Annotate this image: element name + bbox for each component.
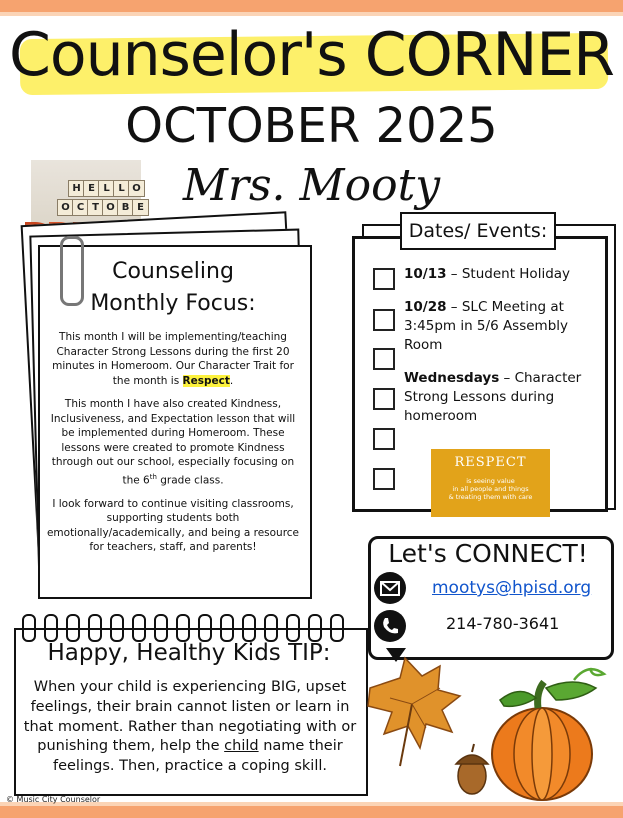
tile-b: B — [117, 199, 134, 216]
binder-ring-12 — [264, 614, 278, 642]
checkbox-5[interactable] — [373, 428, 395, 450]
event-date-3: Wednesdays — [404, 370, 500, 386]
respect-line-1: is seeing value — [466, 477, 515, 485]
tip-child-word: child — [224, 738, 259, 755]
focus-title — [38, 256, 308, 320]
acorn-icon — [456, 744, 488, 794]
tip-text-before: When your child is experiencing BIG, upset feelings, their brain cannot listen or learn in that moment. Rather than negotiating with or punishing them, help the — [23, 679, 357, 755]
checkbox-3[interactable] — [373, 348, 395, 370]
binder-ring-7 — [154, 614, 168, 642]
focus-title-line2: Monthly Focus: — [90, 291, 256, 316]
respect-highlight: Respect — [182, 374, 230, 387]
focus-p2-end: grade class. — [160, 474, 224, 486]
top-border — [0, 0, 623, 12]
tile-t: T — [87, 199, 104, 216]
binder-ring-10 — [220, 614, 234, 642]
event-text-1: – Student Holiday — [446, 266, 571, 282]
email-link[interactable]: mootys@hpisd.org — [432, 578, 592, 598]
october-text — [31, 160, 32, 161]
counselor-name: Mrs. Mooty — [182, 160, 441, 211]
checkbox-1[interactable] — [373, 268, 395, 290]
respect-card — [431, 449, 550, 517]
focus-paragraph-2 — [44, 397, 302, 488]
phone-icon — [374, 610, 406, 642]
tile-o: O — [128, 180, 145, 197]
event-item-3 — [404, 369, 584, 426]
tile-e2: E — [132, 199, 149, 216]
month-title: OCTOBER 2025 — [125, 98, 498, 154]
respect-line-3: & treating them with care — [448, 493, 533, 501]
focus-p1-end: . — [229, 374, 234, 387]
copyright-text: © Music City Counselor — [6, 795, 101, 804]
top-border-light — [0, 12, 623, 16]
focus-p2-sup: th — [149, 472, 157, 481]
binder-ring-13 — [286, 614, 300, 642]
tile-o2: O — [57, 199, 74, 216]
tile-l: L — [98, 180, 115, 197]
pumpkin-icon — [492, 668, 604, 800]
respect-title: RESPECT — [454, 455, 527, 470]
tile-o3: O — [102, 199, 119, 216]
page-title: Counselor's CORNER — [9, 20, 614, 90]
binder-ring-11 — [242, 614, 256, 642]
focus-body — [44, 330, 302, 564]
phone-number: 214-780-3641 — [446, 614, 560, 633]
event-text-2: – SLC Meeting at 3:45pm in 5/6 Assembly Room — [404, 299, 569, 353]
binder-ring-2 — [44, 614, 58, 642]
tile-c: C — [72, 199, 89, 216]
maple-leaf-icon — [368, 658, 460, 766]
checkbox-2[interactable] — [373, 309, 395, 331]
binder-ring-3 — [66, 614, 80, 642]
event-item-2 — [404, 298, 584, 355]
binder-ring-5 — [110, 614, 124, 642]
focus-p1-text: This month I will be implementing/teaching Character Strong Lessons during the first 20 minutes in Homeroom. Our Character Trait for the month is — [52, 331, 294, 387]
checkbox-6[interactable] — [373, 468, 395, 490]
focus-p2-num: 6 — [143, 474, 150, 486]
fall-illustration — [360, 648, 618, 804]
tile-h: H — [68, 180, 85, 197]
binder-ring-9 — [198, 614, 212, 642]
event-text-3: – Character Strong Lessons during homeroom — [404, 370, 582, 424]
tile-e: E — [83, 180, 100, 197]
binder-ring-6 — [132, 614, 146, 642]
binder-ring-4 — [88, 614, 102, 642]
events-title: Dates/ Events: — [400, 212, 556, 250]
envelope-icon — [374, 572, 406, 604]
connect-title: Let's CONNECT! — [388, 539, 588, 568]
tip-title: Happy, Healthy Kids TIP: — [47, 640, 331, 666]
focus-paragraph-3: I look forward to continue visiting classrooms, supporting students both emotionally/academically, and being a resource for teachers, staff, and parents! — [46, 497, 300, 553]
tip-text-after: name their feelings. Then, practice a coping skill. — [52, 738, 343, 775]
tip-body — [22, 678, 358, 777]
binder-ring-1 — [22, 614, 36, 642]
focus-p2-text: This month I have also created Kindness, Inclusiveness, and Expectation lesson that will be implemented during Homeroom. These lessons were created to promote Kindness through out our school, especially focusing on the — [50, 398, 296, 486]
tile-l2: L — [113, 180, 130, 197]
binder-ring-8 — [176, 614, 190, 642]
event-item-1 — [404, 265, 584, 284]
bottom-border — [0, 806, 623, 818]
binder-ring-15 — [330, 614, 344, 642]
checkbox-4[interactable] — [373, 388, 395, 410]
event-date-2: 10/28 — [404, 299, 447, 315]
focus-paragraph-1 — [44, 330, 302, 388]
focus-title-line1: Counseling — [112, 259, 234, 284]
binder-ring-14 — [308, 614, 322, 642]
respect-line-2: in all people and things — [452, 485, 529, 493]
event-date-1: 10/13 — [404, 266, 447, 282]
